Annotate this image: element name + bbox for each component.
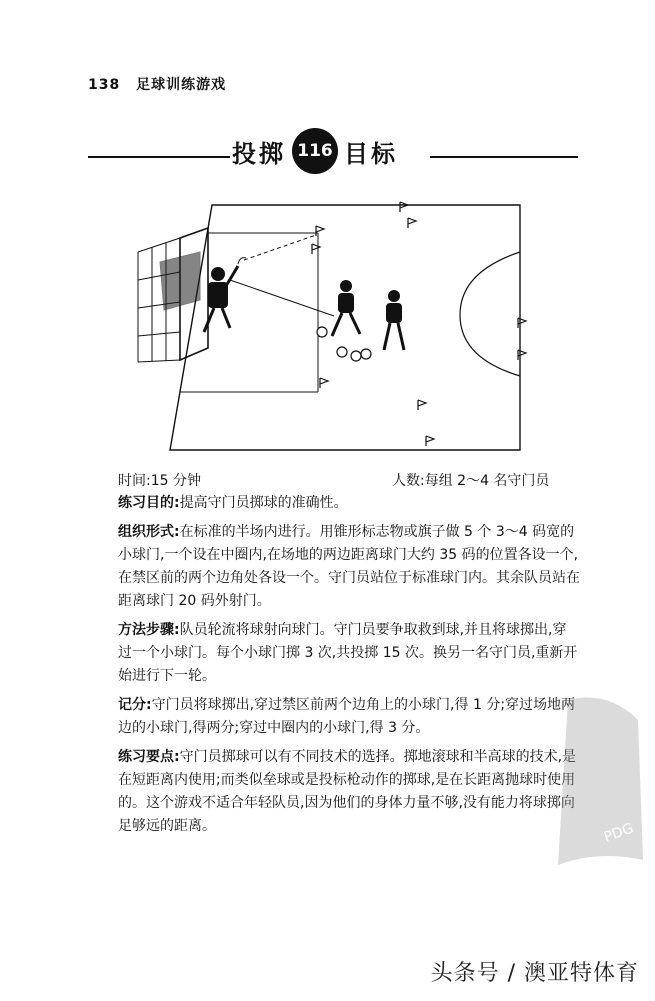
- page-header: [88, 74, 226, 94]
- goal-net: [138, 228, 208, 362]
- title-left: 投掷: [232, 139, 286, 168]
- section-organization: 组织形式:在标准的半场内进行。用锥形标志物或旗子做 5 个 3～4 码宽的小球门,一个设在中圈内,在场地的两边距离球门大约 35 码的位置各设一个,在禁区前的两个边角处各设一个。守门员站位于标准球门内。其余队员站在距离球门 20 码外射门。: [118, 524, 580, 609]
- pdg-stamp: [548, 690, 648, 870]
- ball-in-hand: [238, 258, 246, 264]
- section-title: [232, 128, 398, 174]
- section-key-points: 练习要点:守门员掷球可以有不同技术的选择。掷地滚球和半高球的技术,是在短距离内使用;而类似垒球或是投标枪动作的掷球,是在长距离抛球时使用的。这个游戏不适合年轻队员,因为他们的身体力量不够,没有能力将球掷向足够远的距离。: [118, 749, 577, 834]
- section-scoring: 记分:守门员将球掷出,穿过禁区前两个边角上的小球门,得 1 分;穿过场地两边的小球门,得两分;穿过中圈内的小球门,得 3 分。: [118, 697, 576, 736]
- title-rule-left: [88, 156, 230, 158]
- players-info: 人数:每组 2～4 名守门员: [392, 473, 550, 489]
- shooter-figure-2: [384, 290, 404, 350]
- section-purpose: 练习目的:提高守门员掷球的准确性。: [118, 495, 348, 511]
- goalkeeper-figure: [204, 266, 238, 332]
- page-number: 138: [88, 77, 121, 93]
- time-info: 时间:15 分钟: [118, 473, 201, 489]
- title-rule-right: [430, 156, 578, 158]
- soccer-balls: [317, 327, 371, 361]
- section-procedure: 方法步骤:队员轮流将球射向球门。守门员要争取救到球,并且将球掷出,穿过一个小球门。每个小球门掷 3 次,共投掷 15 次。换另一名守门员,重新开始进行下一轮。: [118, 622, 578, 684]
- body-text: [118, 492, 580, 844]
- title-right: 目标: [344, 139, 398, 168]
- shooter-figure-1: [332, 280, 360, 336]
- pdg-stamp-text: PDG: [601, 820, 636, 846]
- source-watermark: 头条号 / 澳亚特体育: [430, 961, 639, 986]
- field-outline: [170, 205, 520, 450]
- throw-path: [244, 235, 316, 260]
- training-field-diagram: [120, 200, 540, 468]
- flag-markers: [312, 202, 526, 446]
- game-number-badge: 116: [292, 128, 338, 174]
- book-title: 足球训练游戏: [136, 77, 227, 93]
